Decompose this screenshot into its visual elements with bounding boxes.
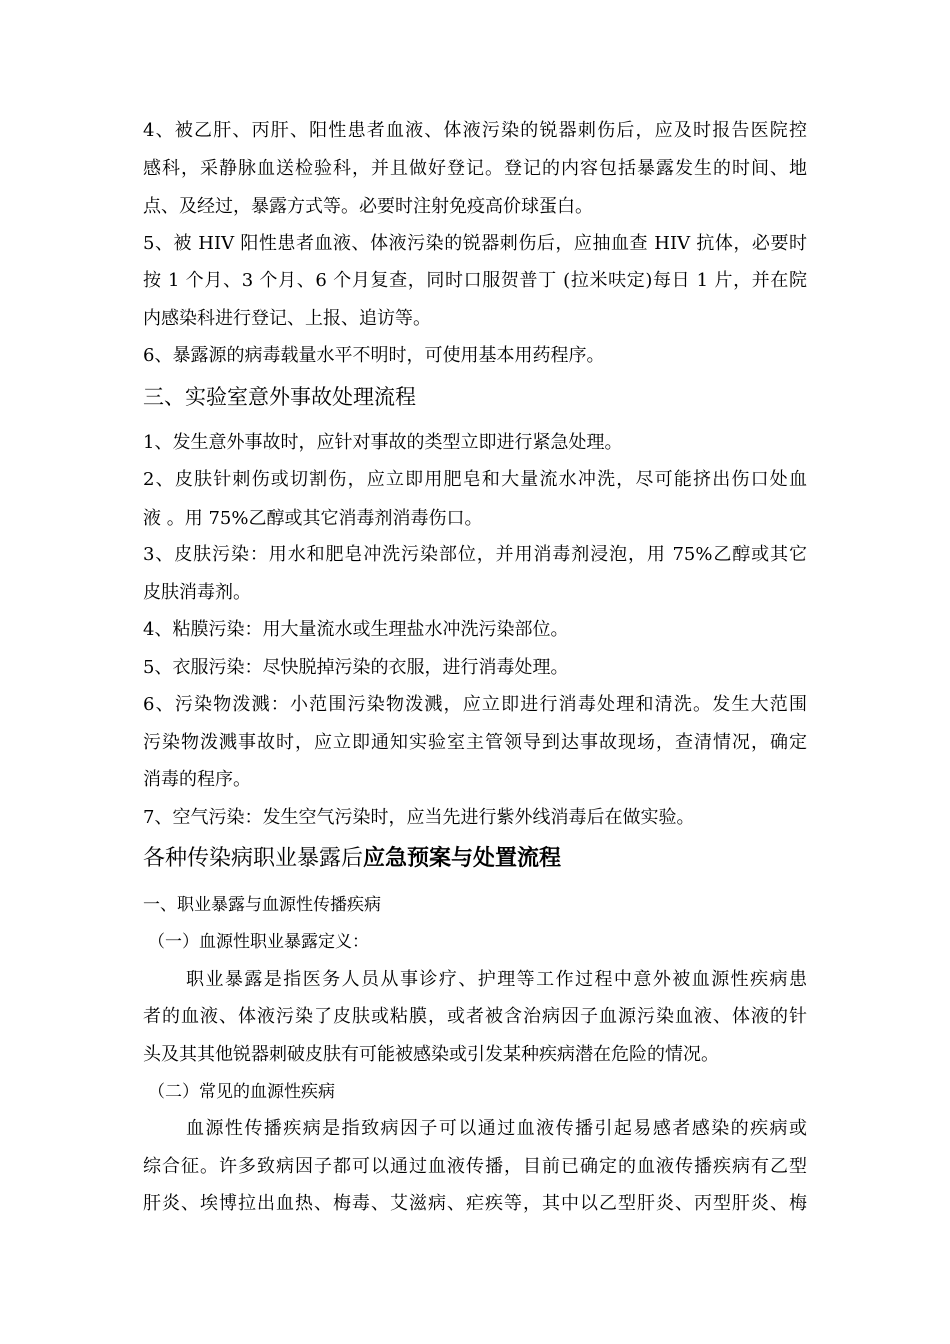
title-part-regular: 各种传染病职业暴露后: [143, 846, 364, 871]
paragraph-line: 污染物泼溅事故时，应立即通知实验室主管领导到达事故现场，查清情况，确定: [143, 732, 807, 753]
paragraph-line: 7、空气污染：发生空气污染时，应当先进行紫外线消毒后在做实验。: [143, 807, 695, 828]
paragraph-line: 6、暴露源的病毒载量水平不明时，可使用基本用药程序。: [143, 345, 605, 366]
paragraph-line: 感科，采静脉血送检验科，并且做好登记。登记的内容包括暴露发生的时间、地: [143, 158, 807, 179]
subsection-heading: 一、职业暴露与血源性传播疾病: [143, 895, 381, 915]
document-title: [143, 842, 561, 874]
paragraph-line: 消毒的程序。: [143, 769, 251, 790]
paragraph-line: 1、发生意外事故时，应针对事故的类型立即进行紧急处理。: [143, 432, 623, 453]
paragraph-line: 皮肤消毒剂。: [143, 582, 251, 603]
paragraph-line: 2、皮肤针刺伤或切割伤，应立即用肥皂和大量流水冲洗，尽可能挤出伤口处血: [143, 469, 807, 490]
paragraph-line: 血源性传播疾病是指致病因子可以通过血液传播引起易感者感染的疾病或: [186, 1118, 807, 1139]
paragraph-line: 4、粘膜污染：用大量流水或生理盐水冲洗污染部位。: [143, 619, 569, 640]
paragraph-line: 头及其其他锐器刺破皮肤有可能被感染或引发某种疾病潜在危险的情况。: [143, 1044, 719, 1065]
paragraph-line: 5、衣服污染：尽快脱掉污染的衣服，进行消毒处理。: [143, 657, 569, 678]
subsection-heading: （一）血源性职业暴露定义：: [148, 932, 369, 952]
subsection-heading: （二）常见的血源性疾病: [148, 1082, 335, 1102]
paragraph-line: 按 1 个月、3 个月、6 个月复查，同时口服贺普丁 (拉米呋定)每日 1 片，并在院: [143, 270, 807, 291]
paragraph-line: 点、及经过，暴露方式等。必要时注射免疫高价球蛋白。: [143, 196, 593, 217]
paragraph-line: 6、污染物泼溅：小范围污染物泼溅，应立即进行消毒处理和清洗。发生大范围: [143, 694, 807, 715]
paragraph-line: 职业暴露是指医务人员从事诊疗、护理等工作过程中意外被血源性疾病患: [186, 969, 807, 990]
title-part-bold: 应急预案与处置流程: [363, 845, 562, 871]
paragraph-line: 肝炎、埃博拉出血热、梅毒、艾滋病、疟疾等，其中以乙型肝炎、丙型肝炎、梅: [143, 1193, 807, 1214]
paragraph-line: 者的血液、体液污染了皮肤或粘膜，或者被含治病因子血源污染血液、体液的针: [143, 1006, 807, 1027]
paragraph-line: 5、被 HIV 阳性患者血液、体液污染的锐器刺伤后，应抽血查 HIV 抗体，必要时: [143, 233, 807, 254]
paragraph-line: 液 。用 75%乙醇或其它消毒剂消毒伤口。: [143, 508, 483, 529]
paragraph-line: 综合征。许多致病因子都可以通过血液传播，目前已确定的血液传播疾病有乙型: [143, 1156, 807, 1177]
paragraph-line: 内感染科进行登记、上报、追访等。: [143, 308, 431, 329]
paragraph-line: 3、皮肤污染：用水和肥皂冲洗污染部位，并用消毒剂浸泡，用 75%乙醇或其它: [143, 544, 807, 565]
section-heading: 三、实验室意外事故处理流程: [143, 385, 416, 409]
paragraph-line: 4、被乙肝、丙肝、阳性患者血液、体液污染的锐器刺伤后，应及时报告医院控: [143, 120, 807, 141]
